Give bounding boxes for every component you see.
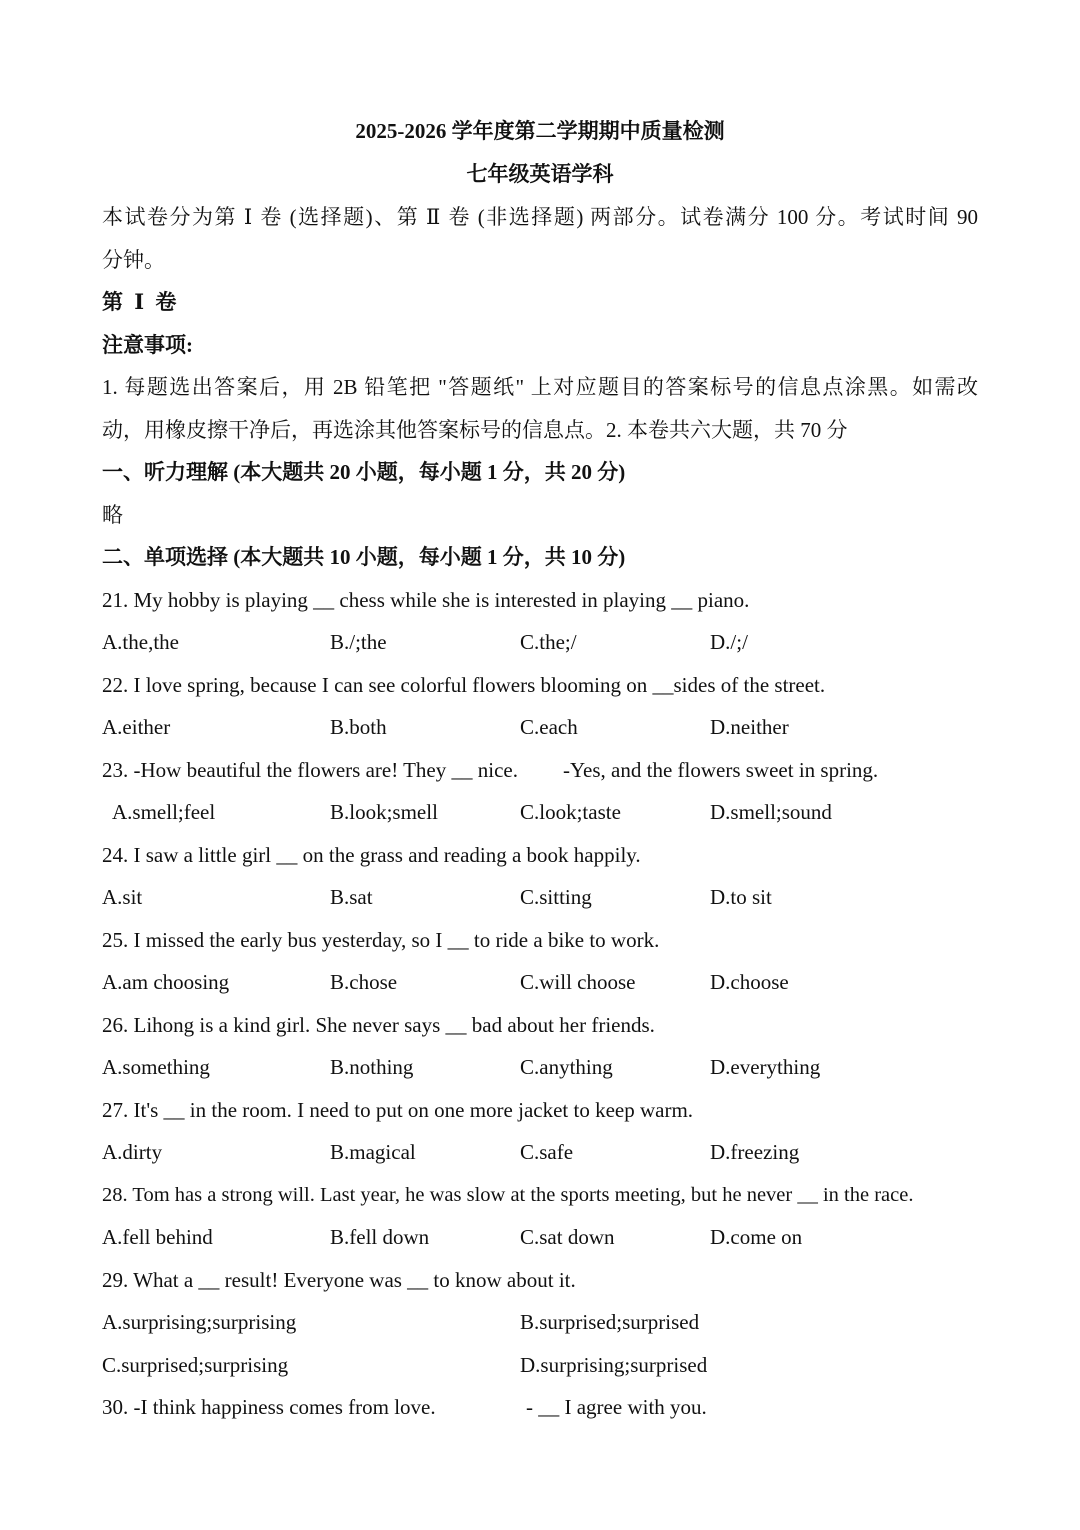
option-b: B.fell down bbox=[330, 1225, 430, 1249]
option-b: B.sat bbox=[330, 885, 373, 909]
exam-subtitle: 七年级英语学科 bbox=[466, 162, 614, 186]
option-b: B./;the bbox=[330, 630, 387, 654]
question-stem: 29. What a __ result! Everyone was __ to know about it. bbox=[102, 1268, 576, 1292]
option-c: C.will choose bbox=[520, 970, 636, 994]
intro-line-2: 分钟。 bbox=[102, 248, 165, 272]
option-c: C.surprised;surprising bbox=[102, 1353, 289, 1377]
option-a: A.something bbox=[102, 1055, 210, 1079]
section-1-content: 略 bbox=[102, 503, 123, 527]
option-b: B.magical bbox=[330, 1140, 416, 1164]
option-c: C.the;/ bbox=[520, 630, 577, 654]
notes-line-1: 1. 每题选出答案后，用 2B 铅笔把 "答题纸" 上对应题目的答案标号的信息点涂黑。如需改 bbox=[102, 375, 978, 399]
option-b: B.look;smell bbox=[330, 800, 438, 824]
notes-heading: 注意事项: bbox=[102, 333, 193, 357]
option-a: A.am choosing bbox=[102, 970, 230, 994]
option-c: C.each bbox=[520, 715, 578, 739]
option-d: D.to sit bbox=[710, 885, 772, 909]
section-2-heading: 二、单项选择 (本大题共 10 小题，每小题 1 分，共 10 分) bbox=[102, 545, 626, 569]
question-reply: - __ I agree with you. bbox=[526, 1395, 707, 1419]
option-d: D.everything bbox=[710, 1055, 821, 1079]
option-d: D.neither bbox=[710, 715, 789, 739]
notes-line-2: 动，用橡皮擦干净后，再选涂其他答案标号的信息点。2. 本卷共六大题，共 70 分 bbox=[102, 418, 848, 442]
question-stem: 23. -How beautiful the flowers are! They __ nice. bbox=[102, 758, 518, 782]
option-c: C.safe bbox=[520, 1140, 574, 1164]
section-1-heading: 一、听力理解 (本大题共 20 小题，每小题 1 分，共 20 分) bbox=[102, 460, 626, 484]
option-a: A.the,the bbox=[102, 630, 179, 654]
option-b: B.chose bbox=[330, 970, 398, 994]
option-d: D.surprising;surprised bbox=[520, 1353, 708, 1377]
option-d: D./;/ bbox=[710, 630, 748, 654]
option-a: A.surprising;surprising bbox=[102, 1310, 297, 1334]
intro-line-1: 本试卷分为第 Ⅰ 卷 (选择题)、第 Ⅱ 卷 (非选择题) 两部分。试卷满分 100 分。考试时间 90 bbox=[102, 205, 978, 229]
option-a: A.fell behind bbox=[102, 1225, 213, 1249]
volume-label: 第 Ⅰ 卷 bbox=[102, 290, 177, 314]
question-stem: 26. Lihong is a kind girl. She never says __ bad about her friends. bbox=[102, 1013, 655, 1037]
question-stem: 25. I missed the early bus yesterday, so I __ to ride a bike to work. bbox=[102, 928, 660, 952]
option-a: A.sit bbox=[102, 885, 143, 909]
option-a: A.either bbox=[102, 715, 171, 739]
option-c: C.sat down bbox=[520, 1225, 615, 1249]
option-b: B.nothing bbox=[330, 1055, 414, 1079]
question-reply: -Yes, and the flowers sweet in spring. bbox=[563, 758, 879, 782]
question-stem: 28. Tom has a strong will. Last year, he was slow at the sports meeting, but he never __ in the race. bbox=[102, 1184, 914, 1206]
option-d: D.freezing bbox=[710, 1140, 800, 1164]
option-b: B.both bbox=[330, 715, 387, 739]
question-stem: 27. It's __ in the room. I need to put on one more jacket to keep warm. bbox=[102, 1098, 694, 1122]
question-stem: 21. My hobby is playing __ chess while she is interested in playing __ piano. bbox=[102, 588, 750, 612]
option-d: D.smell;sound bbox=[710, 800, 832, 824]
option-a: A.smell;feel bbox=[112, 800, 216, 824]
question-stem: 30. -I think happiness comes from love. bbox=[102, 1395, 436, 1419]
exam-title: 2025-2026 学年度第二学期期中质量检测 bbox=[355, 119, 725, 143]
question-stem: 24. I saw a little girl __ on the grass and reading a book happily. bbox=[102, 843, 641, 867]
option-c: C.sitting bbox=[520, 885, 592, 909]
option-c: C.anything bbox=[520, 1055, 613, 1079]
option-d: D.come on bbox=[710, 1225, 803, 1249]
option-b: B.surprised;surprised bbox=[520, 1310, 700, 1334]
option-c: C.look;taste bbox=[520, 800, 621, 824]
question-stem: 22. I love spring, because I can see colorful flowers blooming on __sides of the street. bbox=[102, 673, 826, 697]
option-a: A.dirty bbox=[102, 1140, 163, 1164]
option-d: D.choose bbox=[710, 970, 789, 994]
